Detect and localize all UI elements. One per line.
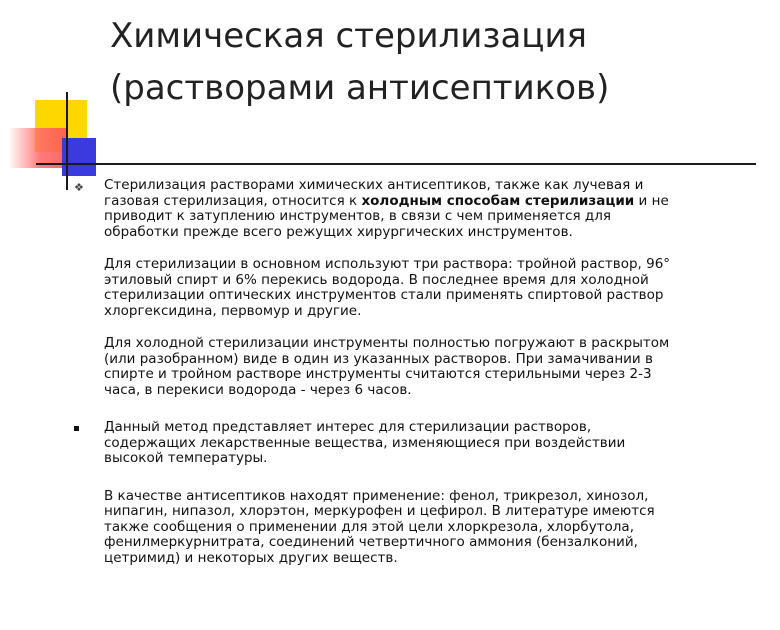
paragraph-2: Для стерилизации в основном используют три раствора: тройной раствор, 96° этиловый спирт и 6% перекись водорода. В последнее время для холодной стерилизации оптических инструментов стали применять спиртовой раствор хлоргексидина, первомур и другие. <box>104 256 671 319</box>
slide-title-line-2: (растворами антисептиков) <box>110 68 610 108</box>
decor-horizontal-line <box>36 163 756 165</box>
paragraph-4: Данный метод представляет интерес для стерилизации растворов, содержащих лекарственные вещества, изменяющиеся при воздействии высокой температуры. <box>104 419 626 466</box>
slide-content <box>74 177 772 566</box>
diamond-bullet-icon: ❖ <box>74 181 84 194</box>
slide-title <box>110 10 609 114</box>
paragraph-3: Для холодной стерилизации инструменты полностью погружают в раскрытом (или разобранном) виде в один из указанных растворов. При замачивании в спирте и тройном растворе инструменты считаются стерильными через 2-3 часа, в перекиси водорода - через 6 часов. <box>104 335 670 398</box>
paragraph-1 <box>104 178 772 240</box>
paragraph-1-text-start: Стерилизация растворами химических антисептиков, также как лучевая и газовая стерилизация, относится к <box>104 177 644 209</box>
slide-title-line-1: Химическая стерилизация <box>110 16 587 56</box>
paragraph-5: В качестве антисептиков находят применение: фенол, трикрезол, хинозол, нипагин, нипазол, хлорэтон, меркурофен и цефирол. В литературе имеются также сообщения о применении для этой цели хлоркрезола, хлорбутола, фенилмеркурнитрата, соединений четвертичного аммония (бензалконий, цетримид) и некоторых других веществ. <box>104 487 655 566</box>
bullet-item-1 <box>74 177 772 398</box>
bullet-item-2 <box>104 420 772 566</box>
paragraph-1-text-end: и не приводит к затуплению инструментов, в связи с чем применяется для обработки прежде всего режущих хирургических инструментов. <box>104 192 669 240</box>
decor-red-bar <box>8 128 68 168</box>
decor-vertical-line <box>66 92 68 190</box>
paragraph-1-bold-phrase: холодным способам стерилизации <box>361 192 635 209</box>
square-bullet-icon <box>74 426 79 431</box>
